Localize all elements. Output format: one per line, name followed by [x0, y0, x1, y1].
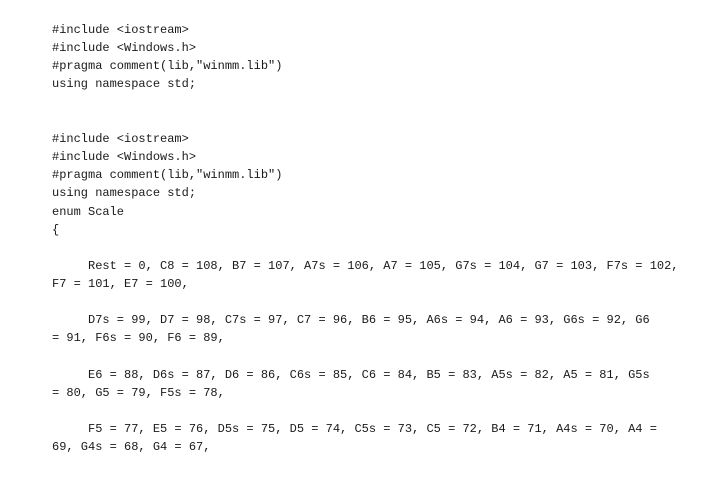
enum-line: F5 = 77, E5 = 76, D5s = 75, D5 = 74, C5s = 73, C5 = 72, B4 = 71, A4s = 70, A4 =	[52, 422, 657, 436]
enum-line: F7 = 101, E7 = 100,	[52, 277, 189, 291]
code-line: #include <iostream>	[52, 23, 189, 37]
code-line: #pragma comment(lib,"winmm.lib")	[52, 59, 283, 73]
code-line: #include <iostream>	[52, 132, 189, 146]
code-line: using namespace std;	[52, 186, 197, 200]
enum-line: E6 = 88, D6s = 87, D6 = 86, C6s = 85, C6 = 84, B5 = 83, A5s = 82, A5 = 81, G5s	[52, 368, 650, 382]
code-line: #include <Windows.h>	[52, 150, 197, 164]
code-line: {	[52, 223, 60, 237]
enum-line: D7s = 99, D7 = 98, C7s = 97, C7 = 96, B6 = 95, A6s = 94, A6 = 93, G6s = 92, G6	[52, 313, 650, 327]
code-line: using namespace std;	[52, 77, 197, 91]
enum-line: Rest = 0, C8 = 108, B7 = 107, A7s = 106, A7 = 105, G7s = 104, G7 = 103, F7s = 102,	[52, 259, 679, 273]
code-line: #pragma comment(lib,"winmm.lib")	[52, 168, 283, 182]
enum-line: = 91, F6s = 90, F6 = 89,	[52, 331, 225, 345]
enum-line: = 80, G5 = 79, F5s = 78,	[52, 386, 225, 400]
code-line: enum Scale	[52, 205, 125, 219]
enum-line: 69, G4s = 68, G4 = 67,	[52, 440, 211, 454]
code-line: #include <Windows.h>	[52, 41, 197, 55]
